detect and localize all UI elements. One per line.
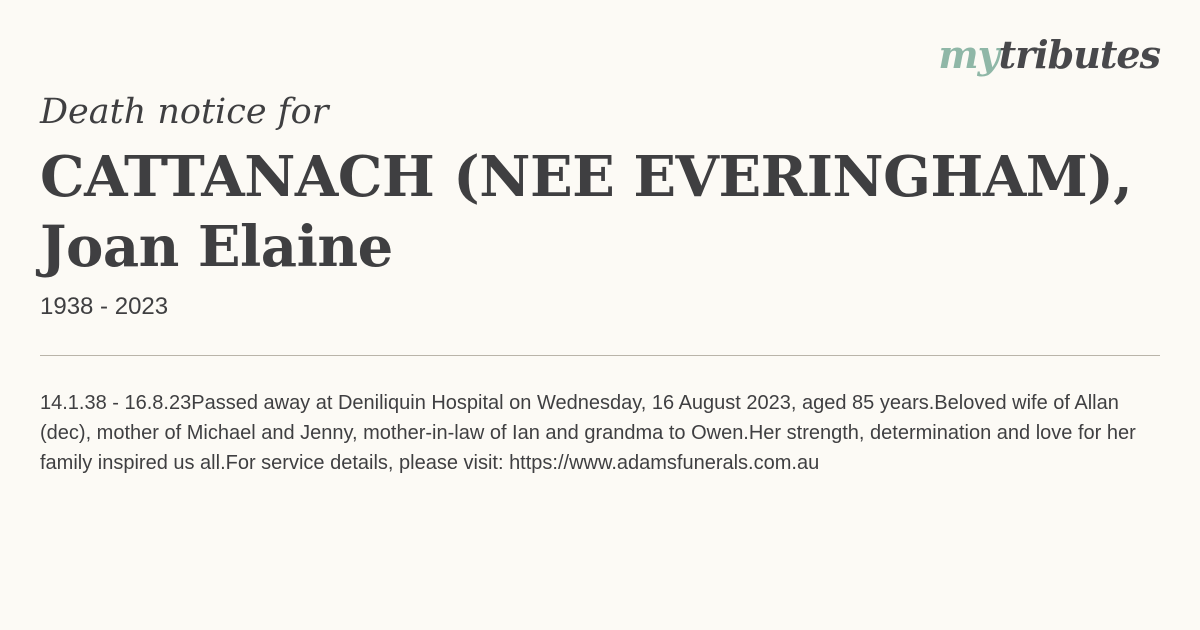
- deceased-name: CATTANACH (NEE EVERINGHAM), Joan Elaine: [40, 144, 1133, 280]
- mytributes-logo[interactable]: [938, 32, 1160, 77]
- divider: [40, 355, 1160, 356]
- logo-my-text: my: [938, 32, 999, 77]
- life-years: 1938 - 2023: [40, 293, 169, 320]
- logo-tributes-text: tributes: [998, 32, 1160, 77]
- notice-body: 14.1.38 - 16.8.23Passed away at Deniliquin Hospital on Wednesday, 16 August 2023, aged 85 years.Beloved wife of Allan (dec), mother of Michael and Jenny, mother-in-law of Ian and grandma to Owen.Her strength, determination and love for her family inspired us all.For service details, please visit: https://www.adamsfunerals.com.au: [40, 392, 1136, 474]
- notice-kicker: Death notice for: [40, 92, 329, 132]
